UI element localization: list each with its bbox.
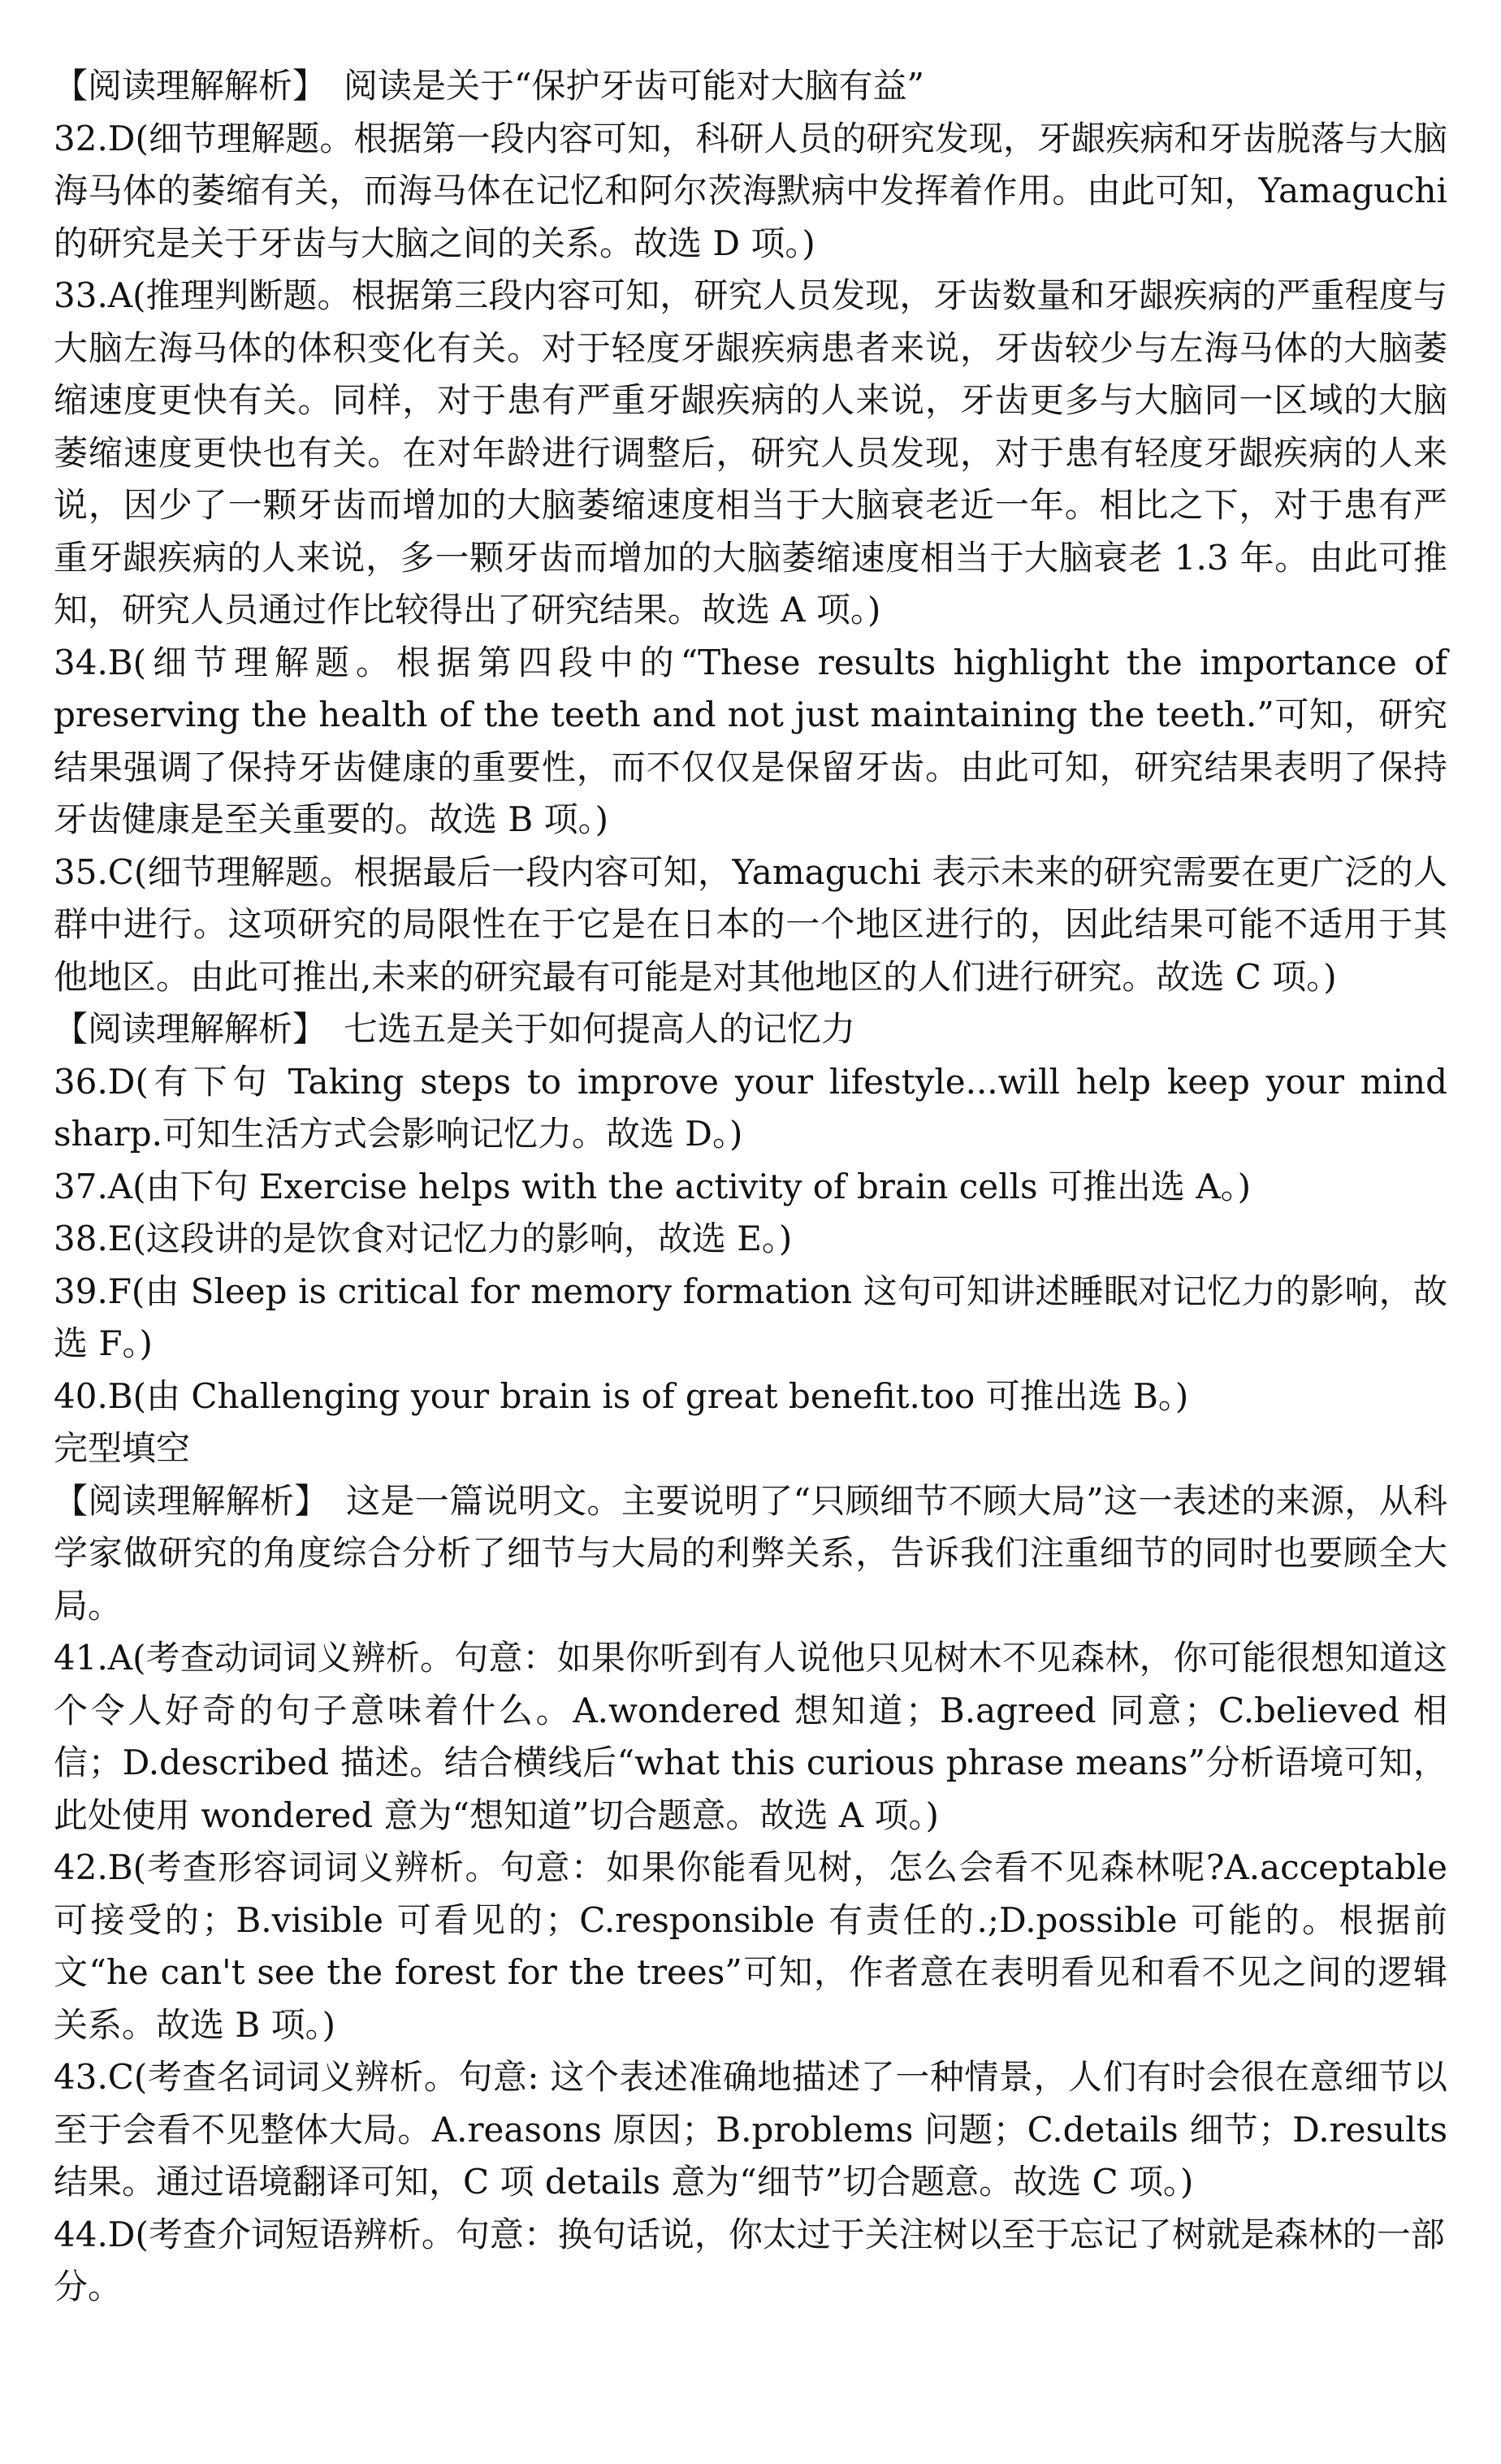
answer-explanation-document <box>54 60 1447 2314</box>
answer-38: 38.E(这段讲的是饮食对记忆力的影响，故选 E。) <box>54 1219 793 1258</box>
answer-43: 43.C(考查名词词义辨析。句意: 这个表述准确地描述了一种情景，人们有时会很在意细节以至于会看不见整体大局。A.reasons 原因；B.problems 问题；C.details 细节；D.results 结果。通过语境翻译可知，C 项 details 意为“细节”切合题意。故选 C 项。) <box>54 2057 1447 2202</box>
answer-44: 44.D(考查介词短语辨析。句意：换句话说，你太过于关注树以至于忘记了树就是森林的一部分。 <box>54 2214 1445 2306</box>
answer-33: 33.A(推理判断题。根据第三段内容可知，研究人员发现，牙齿数量和牙龈疾病的严重程度与大脑左海马体的体积变化有关。对于轻度牙龈疾病患者来说，牙齿较少与左海马体的大脑萎缩速度更快有关。同样，对于患有严重牙龈疾病的人来说，牙齿更多与大脑同一区域的大脑萎缩速度更快也有关。在对年龄进行调整后，研究人员发现，对于患有轻度牙龈疾病的人来说，因少了一颗牙齿而增加的大脑萎缩速度相当于大脑衰老近一年。相比之下，对于患有严重牙龈疾病的人来说，多一颗牙齿而增加的大脑萎缩速度相当于大脑衰老 1.3 年。由此可推知，研究人员通过作比较得出了研究结果。故选 A 项。) <box>54 275 1447 630</box>
answer-36: 36.D(有下句 Taking steps to improve your lifestyle...will help keep your mind sharp.可知生活方式会影响记忆力。故选 D。) <box>54 1061 1447 1154</box>
reading-section-heading-3: 【阅读理解解析】 这是一篇说明文。主要说明了“只顾细节不顾大局”这一表述的来源，从科学家做研究的角度综合分析了细节与大局的利弊关系，告诉我们注重细节的同时也要顾全大局。 <box>54 1480 1447 1626</box>
answer-39: 39.F(由 Sleep is critical for memory formation 这句可知讲述睡眠对记忆力的影响，故选 F。) <box>54 1271 1447 1363</box>
answer-35: 35.C(细节理解题。根据最后一段内容可知，Yamaguchi 表示未来的研究需要在更广泛的人群中进行。这项研究的局限性在于它是在日本的一个地区进行的，因此结果可能不适用于其他地区。由此可推出,未来的研究最有可能是对其他地区的人们进行研究。故选 C 项。) <box>54 851 1447 997</box>
answer-37: 37.A(由下句 Exercise helps with the activity of brain cells 可推出选 A。) <box>54 1166 1251 1206</box>
answer-41: 41.A(考查动词词义辨析。句意：如果你听到有人说他只见树木不见森林，你可能很想知道这个令人好奇的句子意味着什么。A.wondered 想知道；B.agreed 同意；C.believed 相信；D.described 描述。结合横线后“what this curious phrase means”分析语境可知，此处使用 wondered 意为“想知道”切合题意。故选 A 项。) <box>54 1638 1447 1835</box>
reading-section-heading-1: 【阅读理解解析】 阅读是关于“保护牙齿可能对大脑有益” <box>54 66 924 106</box>
answer-34: 34.B(细节理解题。根据第四段中的“These results highlight the importance of preserving the health of the teeth and not just maintaining the teeth.”可知，研究结果强调了保持牙齿健康的重要性，而不仅仅是保留牙齿。由此可知，研究结果表明了保持牙齿健康是至关重要的。故选 B 项。) <box>54 642 1447 839</box>
reading-section-heading-2: 【阅读理解解析】 七选五是关于如何提高人的记忆力 <box>54 1009 856 1049</box>
answer-40: 40.B(由 Challenging your brain is of great benefit.too 可推出选 B。) <box>54 1375 1189 1416</box>
answer-32: 32.D(细节理解题。根据第一段内容可知，科研人员的研究发现，牙龈疾病和牙齿脱落与大脑海马体的萎缩有关，而海马体在记忆和阿尔茨海默病中发挥着作用。由此可知，Yamaguchi 的研究是关于牙齿与大脑之间的关系。故选 D 项。) <box>54 118 1447 263</box>
cloze-section-title: 完型填空 <box>54 1428 191 1468</box>
answer-42: 42.B(考查形容词词义辨析。句意：如果你能看见树，怎么会看不见森林呢?A.acceptable 可接受的；B.visible 可看见的；C.responsible 有责任的.;D.possible 可能的。根据前文“he can't see the forest for the trees”可知，作者意在表明看见和看不见之间的逻辑关系。故选 B 项。) <box>54 1847 1447 2045</box>
